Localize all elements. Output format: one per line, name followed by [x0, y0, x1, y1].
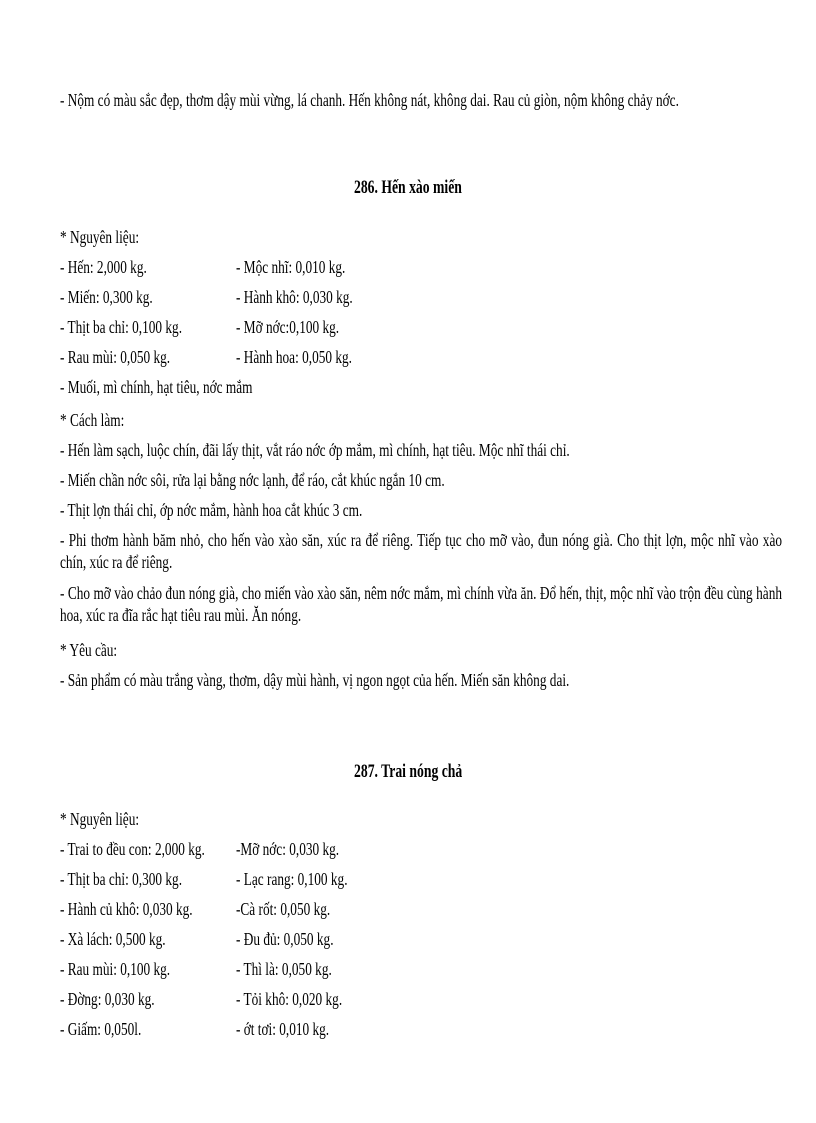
ingredient-item: - Muối, mì chính, hạt tiêu, nớc mắm	[60, 377, 253, 397]
ingredient-item: - Trai to đều con: 2,000 kg.	[60, 839, 205, 859]
ingredient-item: -Mỡ nớc: 0,030 kg.	[236, 839, 340, 859]
method-step: - Cho mỡ vào chảo đun nóng già, cho miến vào xào săn, nêm nớc mắm, mì chính vừa ăn. Đổ hến, thịt, mộc nhĩ vào trộn đều cùng hành hoa, xúc ra đĩa rắc hạt tiêu rau mùi. Ăn nóng.	[60, 583, 782, 625]
ingredient-item: - Hành hoa: 0,050 kg.	[236, 347, 352, 367]
ingredient-item: - Giấm: 0,050l.	[60, 1019, 142, 1039]
ingredient-item: - Hến: 2,000 kg.	[60, 257, 147, 277]
ingredient-item: - Thịt ba chỉ: 0,100 kg.	[60, 317, 183, 337]
ingredient-item: - Đu đủ: 0,050 kg.	[236, 929, 334, 949]
ingredient-item: - Hành củ khô: 0,030 kg.	[60, 899, 193, 919]
ingredient-item: - Mộc nhĩ: 0,010 kg.	[236, 257, 346, 277]
method-step: - Thịt lợn thái chỉ, ớp nớc mắm, hành hoa cắt khúc 3 cm.	[60, 500, 363, 520]
ingredient-item: - Miến: 0,300 kg.	[60, 287, 153, 307]
recipe-286-title: 286. Hến xào miến	[354, 177, 462, 198]
method-step: - Phi thơm hành băm nhỏ, cho hến vào xào săn, xúc ra để riêng. Tiếp tục cho mỡ vào, đun nóng già. Cho thịt lợn, mộc nhĩ vào xào chín, xúc ra để riêng.	[60, 530, 782, 572]
ingredient-item: - Xà lách: 0,500 kg.	[60, 929, 166, 949]
method-step: - Miến chần nớc sôi, rửa lại bằng nớc lạnh, để ráo, cắt khúc ngắn 10 cm.	[60, 470, 445, 490]
ingredient-item: - Rau mùi: 0,100 kg.	[60, 959, 171, 979]
ingredient-item: - Lạc rang: 0,100 kg.	[236, 869, 348, 889]
recipe-286-requirement: - Sản phẩm có màu trắng vàng, thơm, dậy mùi hành, vị ngon ngọt của hến. Miến săn không dai.	[60, 670, 570, 690]
recipe-286-ingredients-heading: * Nguyên liệu:	[60, 227, 140, 247]
intro-requirement: - Nộm có màu sắc đẹp, thơm dậy mùi vừng, lá chanh. Hến không nát, không dai. Rau củ giòn, nộm không chảy nớc.	[60, 90, 679, 110]
recipe-286-requirement-heading: * Yêu cầu:	[60, 640, 118, 660]
recipe-286-method-heading: * Cách làm:	[60, 410, 125, 430]
ingredient-item: - Hành khô: 0,030 kg.	[236, 287, 353, 307]
ingredient-item: - ớt tơi: 0,010 kg.	[236, 1019, 330, 1039]
ingredient-item: - Thịt ba chỉ: 0,300 kg.	[60, 869, 183, 889]
ingredient-item: -Cà rốt: 0,050 kg.	[236, 899, 331, 919]
ingredient-item: - Đờng: 0,030 kg.	[60, 989, 155, 1009]
ingredient-item: - Mỡ nớc:0,100 kg.	[236, 317, 340, 337]
ingredient-item: - Rau mùi: 0,050 kg.	[60, 347, 171, 367]
method-step: - Hến làm sạch, luộc chín, đãi lấy thịt, vắt ráo nớc ớp mắm, mì chính, hạt tiêu. Mộc nhĩ thái chỉ.	[60, 440, 570, 460]
recipe-287-title: 287. Trai nóng chả	[353, 761, 463, 782]
ingredient-item: - Thì là: 0,050 kg.	[236, 959, 332, 979]
ingredient-item: - Tỏi khô: 0,020 kg.	[236, 989, 343, 1009]
recipe-287-ingredients-heading: * Nguyên liệu:	[60, 809, 140, 829]
